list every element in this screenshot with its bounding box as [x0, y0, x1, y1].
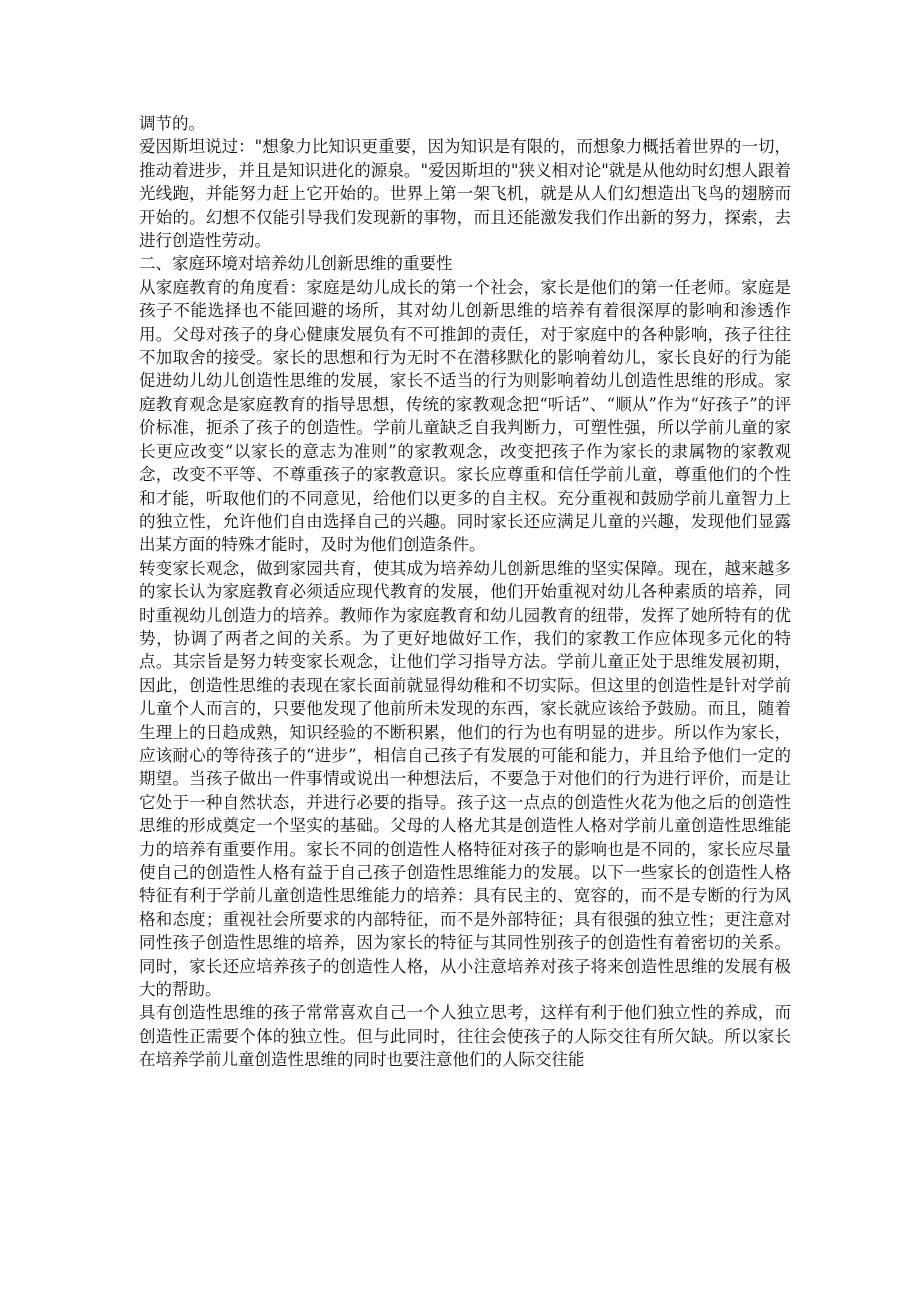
paragraph-einstein-quote: 爱因斯坦说过："想象力比知识更重要，因为知识是有限的，而想象力概括着世界的一切，推动着进步，并且是知识进化的源泉。"爱因斯坦的"狭义相对论"就是从他幼时幻想人跟着光线跑，并能努力赶上它开始的。世界上第一架飞机，就是从人们幻想造出飞鸟的翅膀而开始的。幻想不仅能引导我们发现新的事物，而且还能激发我们作出新的努力，探索，去进行创造性劳动。 — [139, 137, 791, 251]
paragraph-continuation: 调节的。 — [139, 114, 205, 133]
paragraph-parent-concepts: 转变家长观念，做到家园共育，使其成为培养幼儿创新思维的坚实保障。现在，越来越多的家长认为家庭教育必须适应现代教育的发展，他们开始重视对幼儿各种素质的培养，同时重视幼儿创造力的培养。教师作为家庭教育和幼儿园教育的纽带，发挥了她所特有的优势，协调了两者之间的关系。为了更好地做好工作，我们的家教工作应体现多元化的特点。其宗旨是努力转变家长观念，让他们学习指导方法。学前儿童正处于思维发展初期，因此，创造性思维的表现在家长面前就显得幼稚和不切实际。但这里的创造性是针对学前儿童个人而言的，只要他发现了他前所未发现的东西，家长就应该给予鼓励。而且，随着生理上的日趋成熟，知识经验的不断积累，他们的行为也有明显的进步。所以作为家长，应该耐心的等待孩子的“进步”，相信自己孩子有发展的可能和能力，并且给予他们一定的期望。当孩子做出一件事情或说出一种想法后，不要急于对他们的行为进行评价，而是让它处于一种自然状态，并进行必要的指导。孩子这一点点的创造性火花为他之后的创造性思维的形成奠定一个坚实的基础。父母的人格尤其是创造性人格对学前儿童创造性思维能力的培养有重要作用。家长不同的创造性人格特征对孩子的影响也是不同的，家长应尽量使自己的创造性人格有益于自己孩子创造性思维能力的发展。以下一些家长的创造性人格特征有利于学前儿童创造性思维能力的培养：具有民主的、宽容的，而不是专断的行为风格和态度；重视社会所要求的内部特征，而不是外部特征；具有很强的独立性；更注意对同性孩子创造性思维的培养，因为家长的特征与其同性别孩子的创造性有着密切的关系。同时，家长还应培养孩子的创造性人格，从小注意培养对孩子将来创造性思维的发展有极大的帮助。 — [139, 558, 791, 1000]
document-page — [139, 112, 791, 1072]
section-heading: 二、家庭环境对培养幼儿创新思维的重要性 — [139, 254, 453, 274]
paragraph-family-education: 从家庭教育的角度看：家庭是幼儿成长的第一个社会，家长是他们的第一任老师。家庭是孩子不能选择也不能回避的场所，其对幼儿创新思维的培养有着很深厚的影响和渗透作用。父母对孩子的身心健康发展负有不可推卸的责任，对于家庭中的各种影响，孩子往往不加取舍的接受。家长的思想和行为无时不在潜移默化的影响着幼儿，家长良好的行为能促进幼儿幼儿创造性思维的发展，家长不适当的行为则影响着幼儿创造性思维的形成。家庭教育观念是家庭教育的指导思想，传统的家教观念把“听话”、“顺从”作为“好孩子”的评价标准，扼杀了孩子的创造性。学前儿童缺乏自我判断力，可塑性强，所以学前儿童的家长更应改变“以家长的意志为准则”的家教观念，改变把孩子作为家长的隶属物的家教观念，改变不平等、不尊重孩子的家教意识。家长应尊重和信任学前儿童，尊重他们的个性和才能，听取他们的不同意见，给他们以更多的自主权。充分重视和鼓励学前儿童智力上的独立性，允许他们自由选择自己的兴趣。同时家长还应满足儿童的兴趣，发现他们显露出某方面的特殊才能时，及时为他们创造条件。 — [139, 277, 791, 555]
paragraph-independent-thinking: 具有创造性思维的孩子常常喜欢自己一个人独立思考，这样有利于他们独立性的养成，而创造性正需要个体的独立性。但与此同时，往往会使孩子的人际交往有所欠缺。所以家长在培养学前儿童创造性思维的同时也要注意他们的人际交往能 — [139, 1003, 791, 1070]
